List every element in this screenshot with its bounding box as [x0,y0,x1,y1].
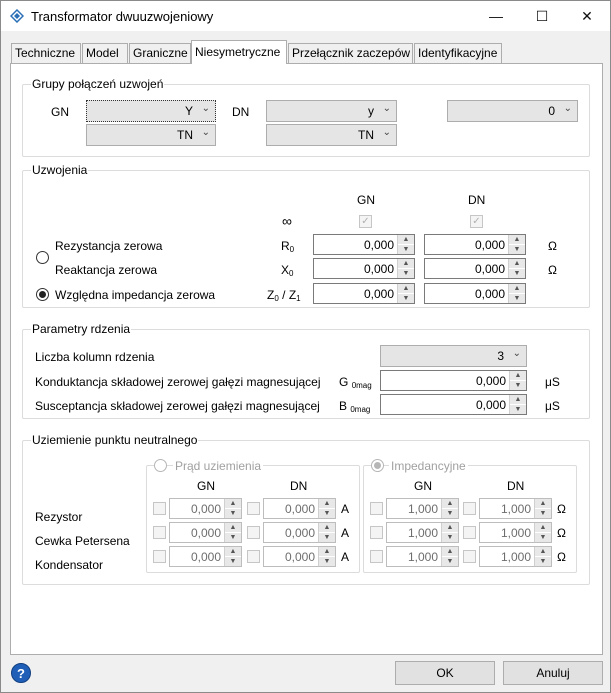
close-icon: ✕ [581,7,593,24]
rezystor-imp-gn-checkbox[interactable] [370,502,383,515]
spin-up-icon[interactable]: ▲ [535,499,551,508]
spin-up-icon[interactable]: ▲ [319,547,335,556]
kondensator-imp-gn-checkbox[interactable] [370,550,383,563]
chevron-down-icon: ⌄ [201,103,210,114]
tab-panel [10,63,603,655]
prad-gn-header: GN [197,479,215,493]
imp-dn-header: DN [507,479,525,493]
spin-up-icon[interactable]: ▲ [510,395,526,404]
kondensator-imp-dn-checkbox[interactable] [463,550,476,563]
spin-down-icon[interactable]: ▼ [319,533,335,542]
gn-combo-2[interactable]: TN ⌄ [86,124,216,146]
rezystor-imp-dn-input[interactable]: 1,000 ▲ ▼ [479,498,552,519]
x0-dn-input[interactable]: 0,000 ▲ ▼ [424,258,526,279]
spin-down-icon[interactable]: ▼ [510,381,526,390]
z0-z1-symbol: $Z_0 / Z_1$ [267,288,301,303]
spin-up-icon[interactable]: ▲ [509,259,525,268]
spin-up-icon[interactable]: ▲ [398,259,414,268]
spin-down-icon[interactable]: ▼ [509,269,525,278]
kondensator-prad-unit: A [341,550,350,564]
tab-techniczne[interactable]: Techniczne [11,43,81,63]
infinity-label: ∞ [282,213,292,229]
prad-dn-header: DN [290,479,308,493]
chevron-down-icon: ⌄ [382,103,391,114]
radio-rezystancja-reaktancja[interactable] [36,251,49,264]
rezystor-prad-dn-checkbox[interactable] [247,502,260,515]
spin-down-icon[interactable]: ▼ [510,405,526,414]
col-gn-header: GN [357,193,375,207]
rezystor-label: Rezystor [35,510,83,524]
spin-up-icon[interactable]: ▲ [225,523,241,532]
r0-unit: Ω [548,239,557,253]
spin-down-icon[interactable]: ▼ [398,245,414,254]
gn-combo-1[interactable]: Y ⌄ [86,100,216,122]
help-icon[interactable]: ? [11,663,31,683]
spin-down-icon[interactable]: ▼ [225,533,241,542]
dn-combo-1[interactable]: y ⌄ [266,100,397,122]
spin-down-icon[interactable]: ▼ [225,557,241,566]
spin-up-icon[interactable]: ▲ [510,371,526,380]
spin-down-icon[interactable]: ▼ [225,509,241,518]
b0mag-symbol: B $_{0mag}$ [339,399,371,414]
maximize-icon: ☐ [535,7,549,24]
rezystor-prad-gn-checkbox[interactable] [153,502,166,515]
spin-up-icon[interactable]: ▲ [225,499,241,508]
spin-up-icon[interactable]: ▲ [442,547,458,556]
reaktancja-label: Reaktancja zerowa [55,263,158,277]
spin-down-icon[interactable]: ▼ [319,509,335,518]
cewka-petersena-label: Cewka Petersena [35,534,130,548]
kolumny-combo[interactable]: 3 ⌄ [380,345,527,367]
radio-wzgledna-impedancja[interactable] [36,288,49,301]
kondensator-imp-gn-input[interactable]: 1,000 ▲ ▼ [386,546,459,567]
cewka-imp-unit: Ω [557,526,566,540]
cewka-imp-gn-input[interactable]: 1,000 ▲ ▼ [386,522,459,543]
uziemienie-title: Uziemienie punktu neutralnego [32,433,198,447]
ok-button[interactable]: OK [395,661,495,685]
r0-gn-input[interactable]: 0,000 ▲ ▼ [313,234,415,255]
uzwojenia-title: Uzwojenia [32,163,88,177]
radio-prad-uziemienia[interactable] [154,459,167,472]
radio-impedancyjne[interactable] [371,459,384,472]
kondensator-prad-dn-input[interactable]: 0,000 ▲ ▼ [263,546,336,567]
title-bar[interactable] [1,1,610,31]
gn-infinity-checkbox[interactable]: ✓ [359,215,372,228]
dn-label: DN [232,105,250,119]
window-title: Transformator dwuuzwojeniowy [31,9,214,24]
prad-uziemienia-label: Prąd uziemienia [175,459,262,473]
chevron-down-icon: ⌄ [201,127,210,138]
chevron-down-icon: ⌄ [512,348,521,359]
rezystor-prad-unit: A [341,502,350,516]
r0-symbol: $R_0$ [281,239,295,254]
b0mag-unit: μS [545,399,560,413]
x0-gn-input[interactable]: 0,000 ▲ ▼ [313,258,415,279]
tab-graniczne[interactable]: Graniczne [129,43,191,63]
rdzen-title: Parametry rdzenia [32,322,131,336]
spin-down-icon[interactable]: ▼ [442,557,458,566]
minimize-icon: — [489,8,503,24]
hour-combo[interactable]: 0 ⌄ [447,100,578,122]
susceptancja-label: Susceptancja składowej zerowej gałęzi magnesującej [35,399,320,413]
spin-down-icon[interactable]: ▼ [442,509,458,518]
dn-infinity-checkbox[interactable]: ✓ [470,215,483,228]
maximize-button[interactable] [519,1,565,31]
close-button[interactable] [564,1,610,31]
kondensator-prad-gn-checkbox[interactable] [153,550,166,563]
spin-up-icon[interactable]: ▲ [398,235,414,244]
rezystancja-label: Rezystancja zerowa [55,239,163,253]
g0mag-unit: μS [545,375,560,389]
rezystor-prad-dn-input[interactable]: 0,000 ▲ ▼ [263,498,336,519]
r0-dn-input[interactable]: 0,000 ▲ ▼ [424,234,526,255]
chevron-down-icon: ⌄ [382,127,391,138]
spin-down-icon[interactable]: ▼ [442,533,458,542]
tab-przelacznik-zaczepow[interactable]: Przełącznik zaczepów [288,43,413,63]
imp-gn-header: GN [414,479,432,493]
spin-down-icon[interactable]: ▼ [398,269,414,278]
cewka-imp-dn-input[interactable]: 1,000 ▲ ▼ [479,522,552,543]
spin-down-icon[interactable]: ▼ [535,533,551,542]
rezystor-imp-unit: Ω [557,502,566,516]
spin-up-icon[interactable]: ▲ [398,284,414,293]
z0-gn-input[interactable]: 0,000 ▲ ▼ [313,283,415,304]
dn-combo-2[interactable]: TN ⌄ [266,124,397,146]
spin-up-icon[interactable]: ▲ [509,235,525,244]
spin-up-icon[interactable]: ▲ [319,499,335,508]
cewka-imp-gn-checkbox[interactable] [370,526,383,539]
col-dn-header: DN [468,193,486,207]
minimize-button[interactable] [473,1,519,31]
gn-label: GN [51,105,69,119]
kondensator-prad-dn-checkbox[interactable] [247,550,260,563]
konduktancja-label: Konduktancja składowej zerowej gałęzi magnesującej [35,375,321,389]
x0-symbol: $X_0$ [281,263,294,278]
g0mag-input[interactable]: 0,000 ▲ ▼ [380,370,527,391]
kondensator-prad-gn-input[interactable]: 0,000 ▲ ▼ [169,546,242,567]
spin-down-icon[interactable]: ▼ [319,557,335,566]
kondensator-imp-unit: Ω [557,550,566,564]
rezystor-imp-gn-input[interactable]: 1,000 ▲ ▼ [386,498,459,519]
spin-down-icon[interactable]: ▼ [398,294,414,303]
tab-niesymetryczne[interactable]: Niesymetryczne [191,40,287,64]
spin-down-icon[interactable]: ▼ [535,557,551,566]
x0-unit: Ω [548,263,557,277]
kondensator-label: Kondensator [35,558,104,572]
spin-down-icon[interactable]: ▼ [509,294,525,303]
spin-up-icon[interactable]: ▲ [442,499,458,508]
grupy-title: Grupy połączeń uzwojeń [32,77,164,91]
spin-up-icon[interactable]: ▲ [509,284,525,293]
wzgledna-impedancja-label: Względna impedancja zerowa [55,288,216,302]
rezystor-imp-dn-checkbox[interactable] [463,502,476,515]
impedancyjne-label: Impedancyjne [391,459,466,473]
spin-up-icon[interactable]: ▲ [319,523,335,532]
cewka-prad-gn-checkbox[interactable] [153,526,166,539]
chevron-down-icon: ⌄ [563,103,572,114]
diamond-app-icon [10,9,24,23]
kondensator-imp-dn-input[interactable]: 1,000 ▲ ▼ [479,546,552,567]
cewka-prad-unit: A [341,526,350,540]
tab-model[interactable]: Model [82,43,128,63]
spin-up-icon[interactable]: ▲ [225,547,241,556]
g0mag-symbol: G $_{0mag}$ [339,375,372,390]
spin-up-icon[interactable]: ▲ [442,523,458,532]
cewka-prad-dn-input[interactable]: 0,000 ▲ ▼ [263,522,336,543]
rezystor-prad-gn-input[interactable]: 0,000 ▲ ▼ [169,498,242,519]
kolumny-label: Liczba kolumn rdzenia [35,350,155,364]
b0mag-input[interactable]: 0,000 ▲ ▼ [380,394,527,415]
spin-up-icon[interactable]: ▲ [535,547,551,556]
cancel-button[interactable]: Anuluj [503,661,603,685]
cewka-imp-dn-checkbox[interactable] [463,526,476,539]
cewka-prad-gn-input[interactable]: 0,000 ▲ ▼ [169,522,242,543]
spin-up-icon[interactable]: ▲ [535,523,551,532]
spin-down-icon[interactable]: ▼ [509,245,525,254]
spin-down-icon[interactable]: ▼ [535,509,551,518]
tab-identyfikacyjne[interactable]: Identyfikacyjne [414,43,502,63]
z0-dn-input[interactable]: 0,000 ▲ ▼ [424,283,526,304]
cewka-prad-dn-checkbox[interactable] [247,526,260,539]
